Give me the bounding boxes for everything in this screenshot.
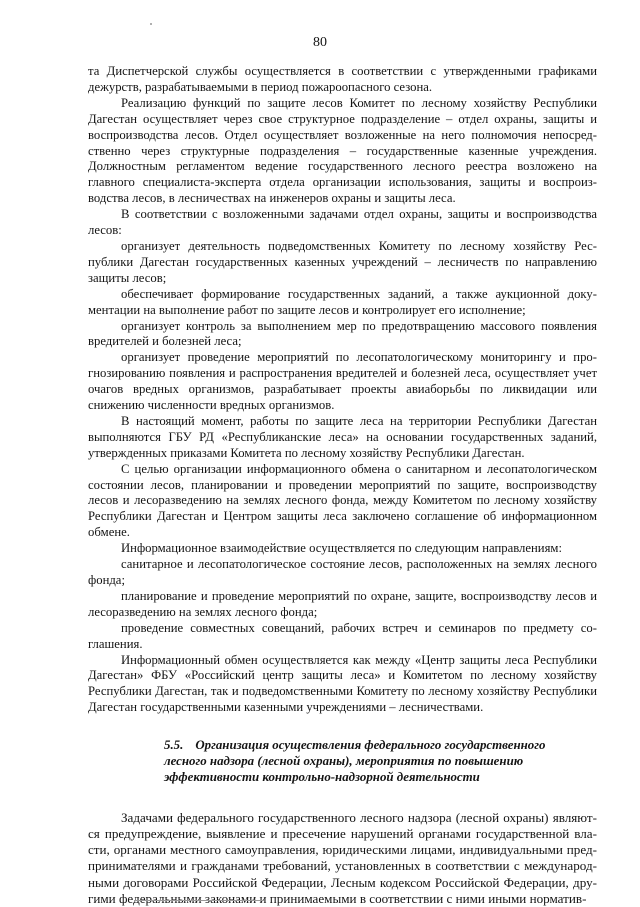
paragraph: Информационный обмен осуществляется как между «Центр защиты леса Республики Дагестан» ФБУ «Российский центр защиты леса» и Комитетом по лесному хозяйству Республики Дагестан, так и подведомственными Комитету по лесному хозяйству Республики Дагестан государственными казенными учреждениями – лесничествами.	[88, 652, 597, 715]
section-title-line: эффективности контрольно-надзорной деятельности	[164, 769, 480, 784]
section-heading	[88, 738, 597, 786]
list-item: организует проведение мероприятий по лесопатологическому мониторингу и прогнозированию появления и распространения вредителей и болезней леса, осуществляет учет очагов вредных организмов, разрабатывает проекты авиаборьбы по ликвидации или снижению численности вредных организмов.	[88, 350, 597, 413]
list-item: санитарное и лесопатологическое состояние лесов, расположенных на землях лесного фонда;	[88, 557, 597, 587]
list-item: планирование и проведение мероприятий по охране, защите, воспроизводству лесов и лесоразведению на землях лесного фонда;	[88, 588, 597, 619]
paragraph: С целью организации информационного обмена о санитарном и лесопатологическом состоянии лесов, планировании и проведении мероприятий по защите, воспроизводству лесов и лесоразведению на землях лесного фонда, между Комитетом по лесному хозяйству Республики Дагестан и Центром защиты леса заключено соглашение об информационном обмене.	[88, 461, 597, 540]
paragraph: В соответствии с возложенными задачами отдел охраны, защиты и воспроизводства лесов:	[88, 207, 597, 238]
section-number: 5.5.	[164, 738, 184, 753]
footer-rule	[134, 900, 264, 901]
section-title-line: Организация осуществления федерального государственного	[195, 738, 546, 753]
list-item: организует контроль за выполнением мер по предотвращению массового появления вредителей и болезней леса;	[88, 318, 597, 349]
page-number: 80	[313, 35, 327, 50]
paragraph: та Диспетчерской службы осуществляется в соответствии с утвержденными графиками дежурств, разрабатываемыми в период пожароопасного сезона.	[88, 64, 597, 94]
list-item: проведение совместных совещаний, рабочих встреч и семинаров по предмету соглашения.	[88, 620, 597, 651]
scan-speck	[150, 23, 152, 25]
paragraph: Реализацию функций по защите лесов Комитет по лесному хозяйству Республики Дагестан осуществляет через свое структурное подразделение – отдел охраны, защиты и воспроизводства лесов. Отдел осуществляет возложенные на него полномочия непосредственно через структурные подразделения – государственные казенные учреждения. Должностным регламентом ведение государственного лесного реестра возложено на главного специалиста-эксперта отдела организации использования, защиты и воспроизводства лесов, в лесничествах на инженеров охраны и защиты леса.	[88, 95, 597, 206]
paragraph: Задачами федерального государственного лесного надзора (лесной охраны) являются предупреждение, выявление и пресечение нарушений органами государственной власти, органами местного самоуправления, юридическими лицами, индивидуальными предпринимателями и гражданами требований, установленных в соответствии с международными договорами Российской Федерации, Лесным кодексом Российской Федерации, другими федеральными законами и принимаемыми в соответствии с ними иными норматив-	[88, 809, 597, 906]
document-body	[88, 64, 597, 907]
list-item: обеспечивает формирование государственных заданий, а также аукционной документации на выполнение работ по защите лесов и контролирует его исполнение;	[88, 286, 597, 317]
section-title-line: лесного надзора (лесной охраны), мероприятия по повышению	[164, 754, 524, 769]
paragraph: Информационное взаимодействие осуществляется по следующим направлениям:	[121, 541, 562, 556]
list-item: организует деятельность подведомственных Комитету по лесному хозяйству Республики Дагестан государственных казенных учреждений – лесничеств по направлению защиты лесов;	[88, 238, 597, 285]
paragraph: В настоящий момент, работы по защите леса на территории Республики Дагестан выполняются ГБУ РД «Республиканские леса» на основании государственных заданий, утвержденных приказами Комитета по лесному хозяйству Республики Дагестан.	[88, 413, 597, 460]
